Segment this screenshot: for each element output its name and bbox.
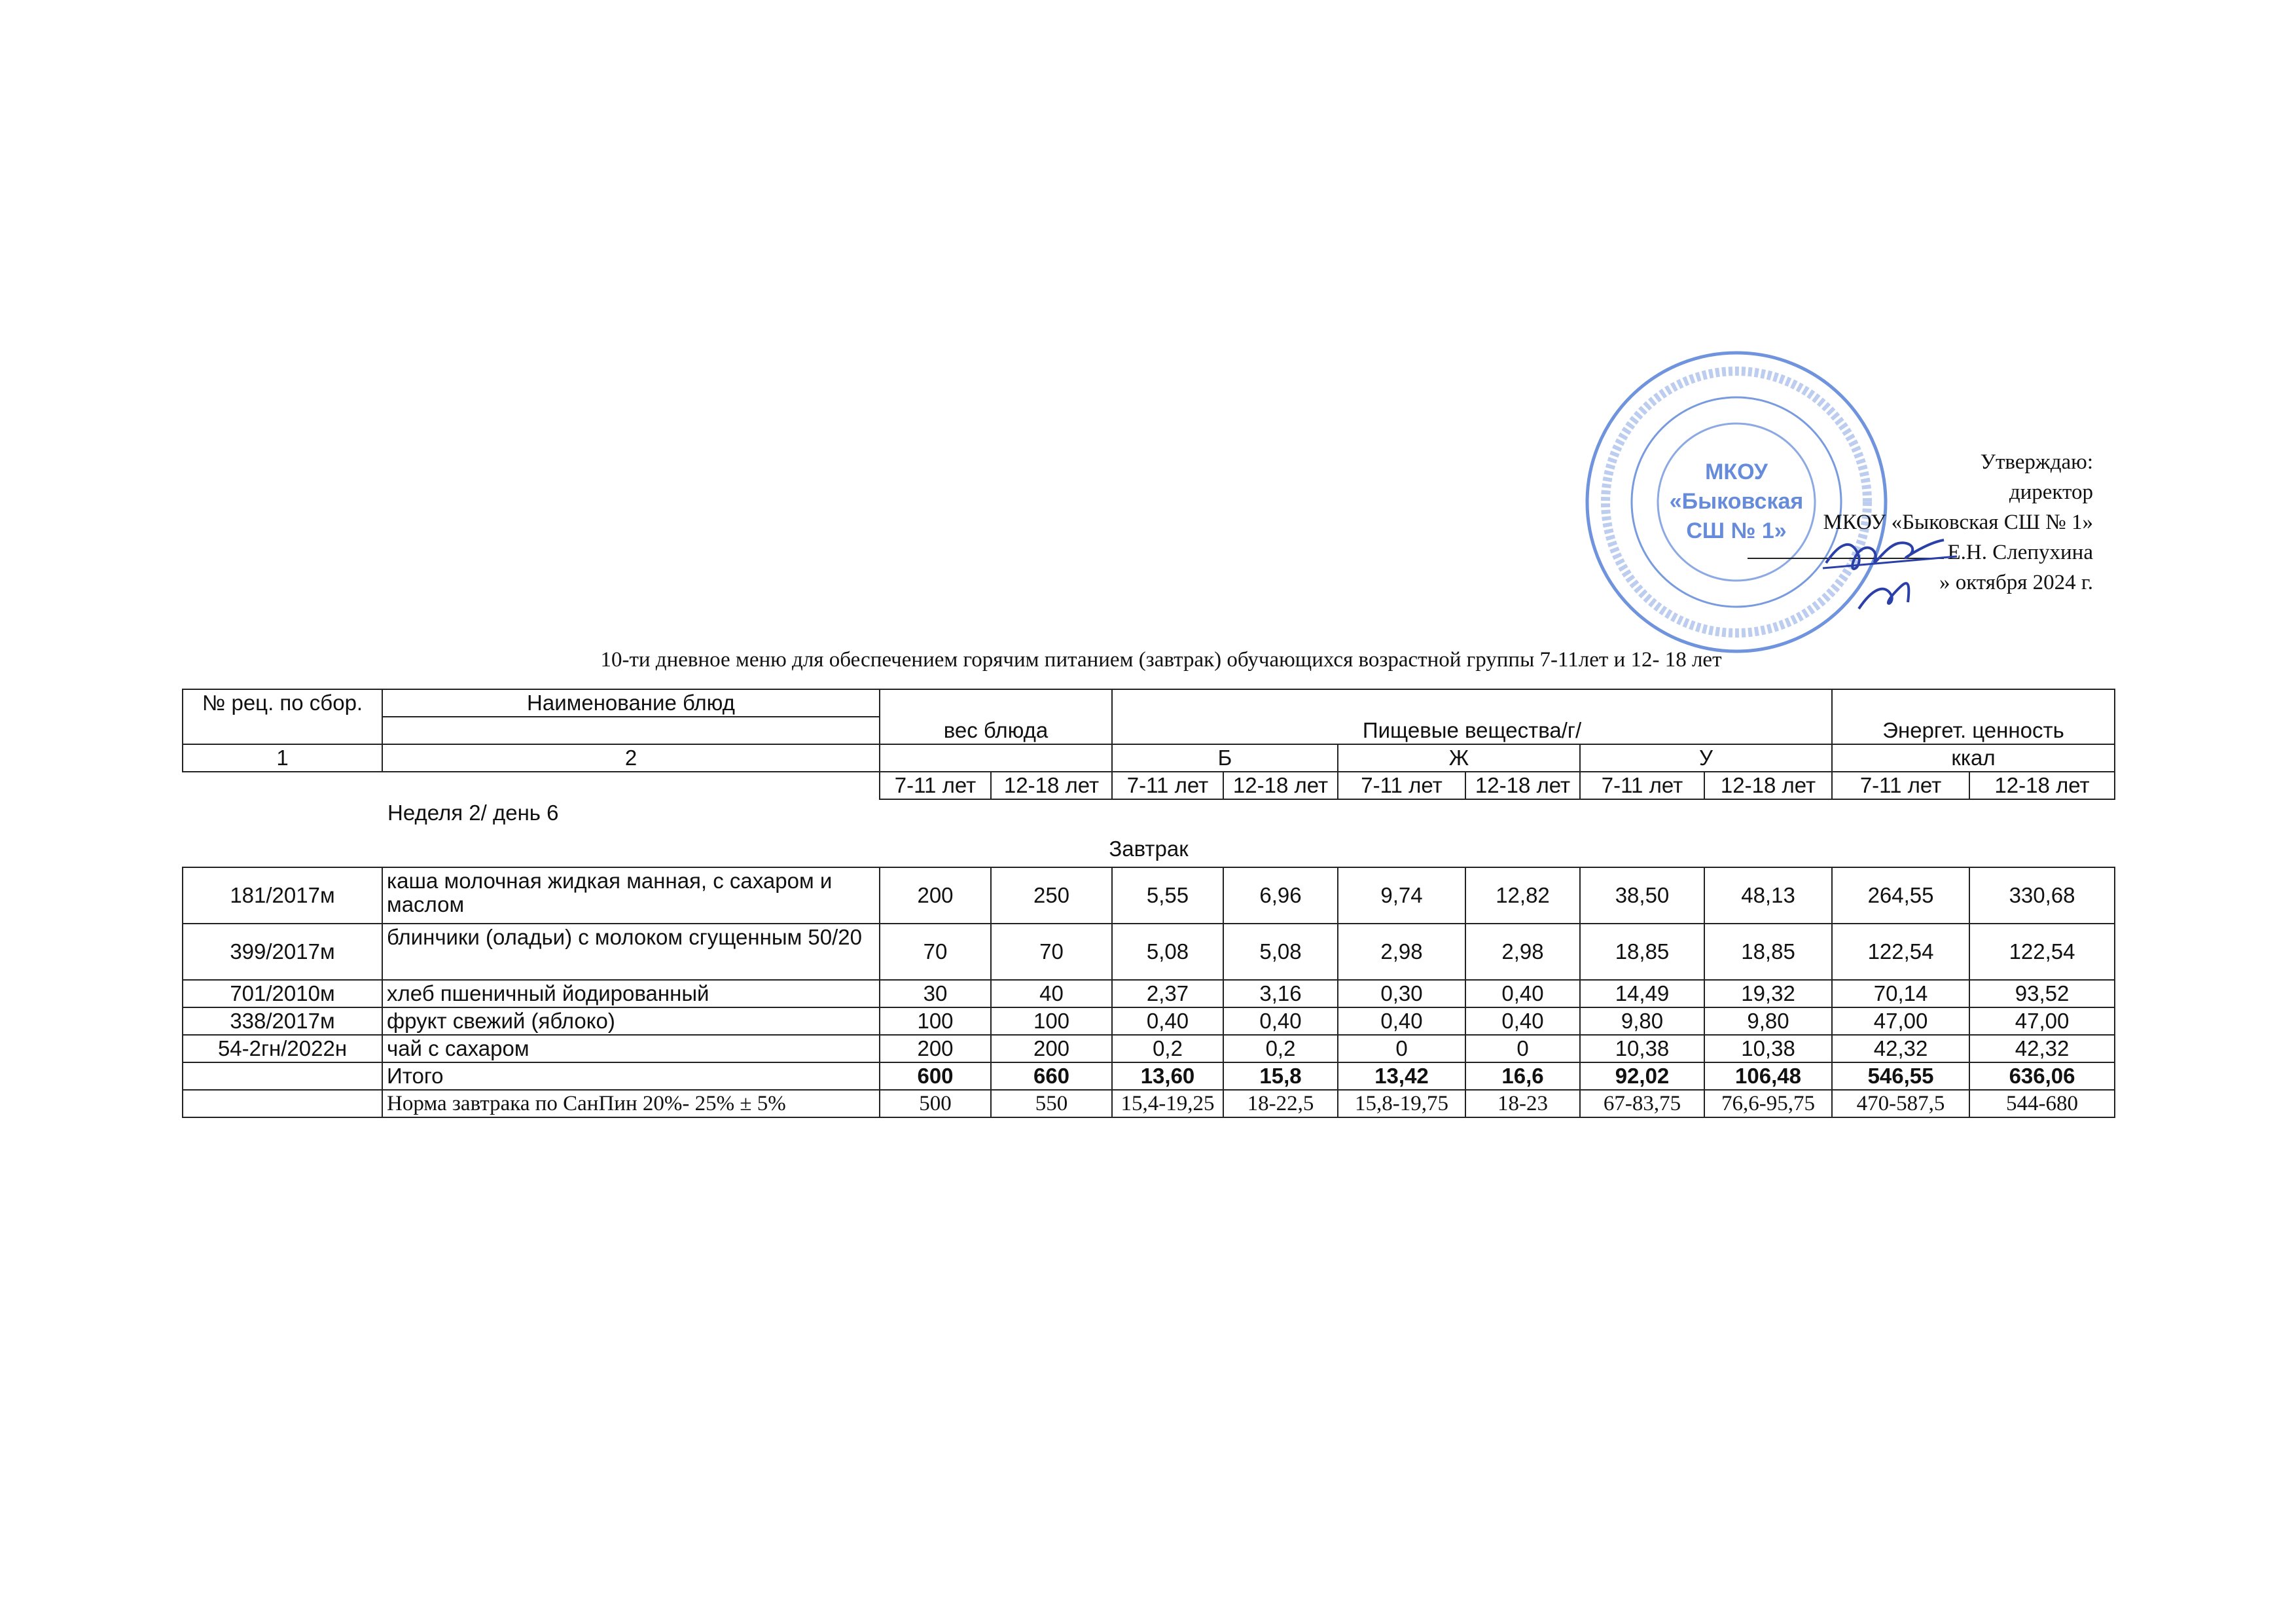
total-row [183, 1062, 2115, 1090]
total-energy-711: 546,55 [1832, 1062, 1969, 1090]
protein-1218-cell: 6,96 [1223, 867, 1338, 924]
header-nutrients: Пищевые вещества/г/ [1112, 717, 1832, 744]
header-col-2: 2 [382, 744, 880, 772]
norm-protein-1218: 18-22,5 [1223, 1090, 1338, 1117]
age-1218: 12-18 лет [1465, 772, 1580, 799]
norm-weight-1218: 550 [991, 1090, 1112, 1117]
header-weight-blank [880, 744, 1112, 772]
norm-weight-711: 500 [880, 1090, 991, 1117]
carb-1218-cell: 18,85 [1704, 924, 1832, 980]
header-zh: Ж [1338, 744, 1580, 772]
header-row-4 [183, 772, 2115, 799]
dish-name-cell: хлеб пшеничный йодированный [382, 980, 880, 1007]
total-energy-1218: 636,06 [1969, 1062, 2115, 1090]
total-weight-1218: 660 [991, 1062, 1112, 1090]
header-row-2 [183, 717, 2115, 744]
header-kcal: ккал [1832, 744, 2115, 772]
weight-711-cell: 70 [880, 924, 991, 980]
page-title: 10-ти дневное меню для обеспечением горячим питанием (завтрак) обучающихся возрастной группы 7-11лет и 12- 18 лет [600, 648, 1722, 672]
dish-name-cell: блинчики (оладьи) с молоком сгущенным 50/20 [382, 924, 880, 980]
total-blank-cell [183, 1062, 382, 1090]
norm-energy-711: 470-587,5 [1832, 1090, 1969, 1117]
age-1218: 12-18 лет [1969, 772, 2115, 799]
total-label: Итого [382, 1062, 880, 1090]
approval-line-5: » октября 2024 г. [1939, 571, 2093, 594]
energy-711-cell: 42,32 [1832, 1035, 1969, 1062]
fat-711-cell: 0 [1338, 1035, 1465, 1062]
fat-711-cell: 0,40 [1338, 1007, 1465, 1035]
rec-no-cell: 54-2гн/2022н [183, 1035, 382, 1062]
total-weight-711: 600 [880, 1062, 991, 1090]
rec-no-cell: 338/2017м [183, 1007, 382, 1035]
total-fat-1218: 16,6 [1465, 1062, 1580, 1090]
norm-fat-711: 15,8-19,75 [1338, 1090, 1465, 1117]
director-name: Е.Н. Слепухина [1947, 541, 2093, 564]
protein-1218-cell: 3,16 [1223, 980, 1338, 1007]
weight-1218-cell: 200 [991, 1035, 1112, 1062]
total-protein-711: 13,60 [1112, 1062, 1223, 1090]
fat-1218-cell: 2,98 [1465, 924, 1580, 980]
energy-711-cell: 122,54 [1832, 924, 1969, 980]
fat-1218-cell: 12,82 [1465, 867, 1580, 924]
protein-1218-cell: 5,08 [1223, 924, 1338, 980]
norm-protein-711: 15,4-19,25 [1112, 1090, 1223, 1117]
weight-1218-cell: 100 [991, 1007, 1112, 1035]
age-1218: 12-18 лет [1704, 772, 1832, 799]
fat-1218-cell: 0,40 [1465, 980, 1580, 1007]
protein-711-cell: 5,08 [1112, 924, 1223, 980]
energy-1218-cell: 330,68 [1969, 867, 2115, 924]
week-day-label: Неделя 2/ день 6 [387, 801, 559, 825]
age-711: 7-11 лет [1338, 772, 1465, 799]
energy-1218-cell: 122,54 [1969, 924, 2115, 980]
header-col-1: 1 [183, 744, 382, 772]
rec-no-cell: 399/2017м [183, 924, 382, 980]
carb-1218-cell: 9,80 [1704, 1007, 1832, 1035]
header-u: У [1580, 744, 1832, 772]
table-row [183, 1035, 2115, 1062]
rec-no-cell: 701/2010м [183, 980, 382, 1007]
header-b: Б [1112, 744, 1338, 772]
meal-row [183, 831, 2115, 867]
approval-line-2: директор [2009, 480, 2093, 504]
header-row-3 [183, 744, 2115, 772]
header-dish-name: Наименование блюд [382, 689, 880, 717]
age-711: 7-11 лет [1580, 772, 1704, 799]
approval-line-1: Утверждаю: [1980, 450, 2093, 474]
total-protein-1218: 15,8 [1223, 1062, 1338, 1090]
norm-row [183, 1090, 2115, 1117]
carb-711-cell: 38,50 [1580, 867, 1704, 924]
norm-fat-1218: 18-23 [1465, 1090, 1580, 1117]
protein-1218-cell: 0,40 [1223, 1007, 1338, 1035]
norm-blank-cell [183, 1090, 382, 1117]
age-1218: 12-18 лет [1223, 772, 1338, 799]
carb-1218-cell: 48,13 [1704, 867, 1832, 924]
header-nutrients-top [1112, 689, 1832, 717]
fat-711-cell: 2,98 [1338, 924, 1465, 980]
age-711: 7-11 лет [880, 772, 991, 799]
weight-711-cell: 30 [880, 980, 991, 1007]
norm-energy-1218: 544-680 [1969, 1090, 2115, 1117]
total-carb-1218: 106,48 [1704, 1062, 1832, 1090]
carb-711-cell: 18,85 [1580, 924, 1704, 980]
week-day-row [183, 799, 2115, 831]
header-row-1 [183, 689, 2115, 717]
handwritten-signature [1820, 517, 1964, 615]
carb-711-cell: 9,80 [1580, 1007, 1704, 1035]
weight-711-cell: 100 [880, 1007, 991, 1035]
energy-1218-cell: 93,52 [1969, 980, 2115, 1007]
header-weight: вес блюда [880, 689, 1112, 744]
carb-711-cell: 14,49 [1580, 980, 1704, 1007]
weight-711-cell: 200 [880, 867, 991, 924]
table-row [183, 867, 2115, 924]
fat-711-cell: 0,30 [1338, 980, 1465, 1007]
age-711: 7-11 лет [1112, 772, 1223, 799]
table-row [183, 924, 2115, 980]
weight-711-cell: 200 [880, 1035, 991, 1062]
menu-sheet [182, 689, 2114, 1118]
age-1218: 12-18 лет [991, 772, 1112, 799]
energy-711-cell: 264,55 [1832, 867, 1969, 924]
weight-1218-cell: 70 [991, 924, 1112, 980]
protein-711-cell: 0,2 [1112, 1035, 1223, 1062]
table-row [183, 980, 2115, 1007]
energy-1218-cell: 47,00 [1969, 1007, 2115, 1035]
protein-711-cell: 5,55 [1112, 867, 1223, 924]
stamp-text-1: МКОУ [1705, 460, 1768, 484]
approval-line-3: МКОУ «Быковская СШ № 1» [1823, 511, 2093, 534]
energy-711-cell: 70,14 [1832, 980, 1969, 1007]
carb-711-cell: 10,38 [1580, 1035, 1704, 1062]
total-carb-711: 92,02 [1580, 1062, 1704, 1090]
weight-1218-cell: 250 [991, 867, 1112, 924]
carb-1218-cell: 19,32 [1704, 980, 1832, 1007]
age-711: 7-11 лет [1832, 772, 1969, 799]
norm-carb-1218: 76,6-95,75 [1704, 1090, 1832, 1117]
header-age-blank [183, 772, 880, 799]
norm-label: Норма завтрака по СанПин 20%- 25% ± 5% [382, 1090, 880, 1117]
fat-1218-cell: 0,40 [1465, 1007, 1580, 1035]
header-rec-no: № рец. по сбор. [183, 689, 382, 744]
dish-name-cell: каша молочная жидкая манная, с сахаром и маслом [382, 867, 880, 924]
header-energy-top [1832, 689, 2115, 717]
stamp-text-2: «Быковская [1669, 489, 1804, 514]
meal-label: Завтрак [1109, 837, 1189, 861]
rec-no-cell: 181/2017м [183, 867, 382, 924]
total-fat-711: 13,42 [1338, 1062, 1465, 1090]
energy-1218-cell: 42,32 [1969, 1035, 2115, 1062]
dish-name-cell: чай с сахаром [382, 1035, 880, 1062]
fat-1218-cell: 0 [1465, 1035, 1580, 1062]
weight-1218-cell: 40 [991, 980, 1112, 1007]
protein-711-cell: 2,37 [1112, 980, 1223, 1007]
carb-1218-cell: 10,38 [1704, 1035, 1832, 1062]
norm-carb-711: 67-83,75 [1580, 1090, 1704, 1117]
menu-table [182, 689, 2115, 1118]
protein-1218-cell: 0,2 [1223, 1035, 1338, 1062]
stamp-text-3: СШ № 1» [1686, 518, 1787, 543]
header-energy: Энергет. ценность [1832, 717, 2115, 744]
energy-711-cell: 47,00 [1832, 1007, 1969, 1035]
fat-711-cell: 9,74 [1338, 867, 1465, 924]
header-dish-blank [382, 717, 880, 744]
table-row [183, 1007, 2115, 1035]
protein-711-cell: 0,40 [1112, 1007, 1223, 1035]
dish-name-cell: фрукт свежий (яблоко) [382, 1007, 880, 1035]
